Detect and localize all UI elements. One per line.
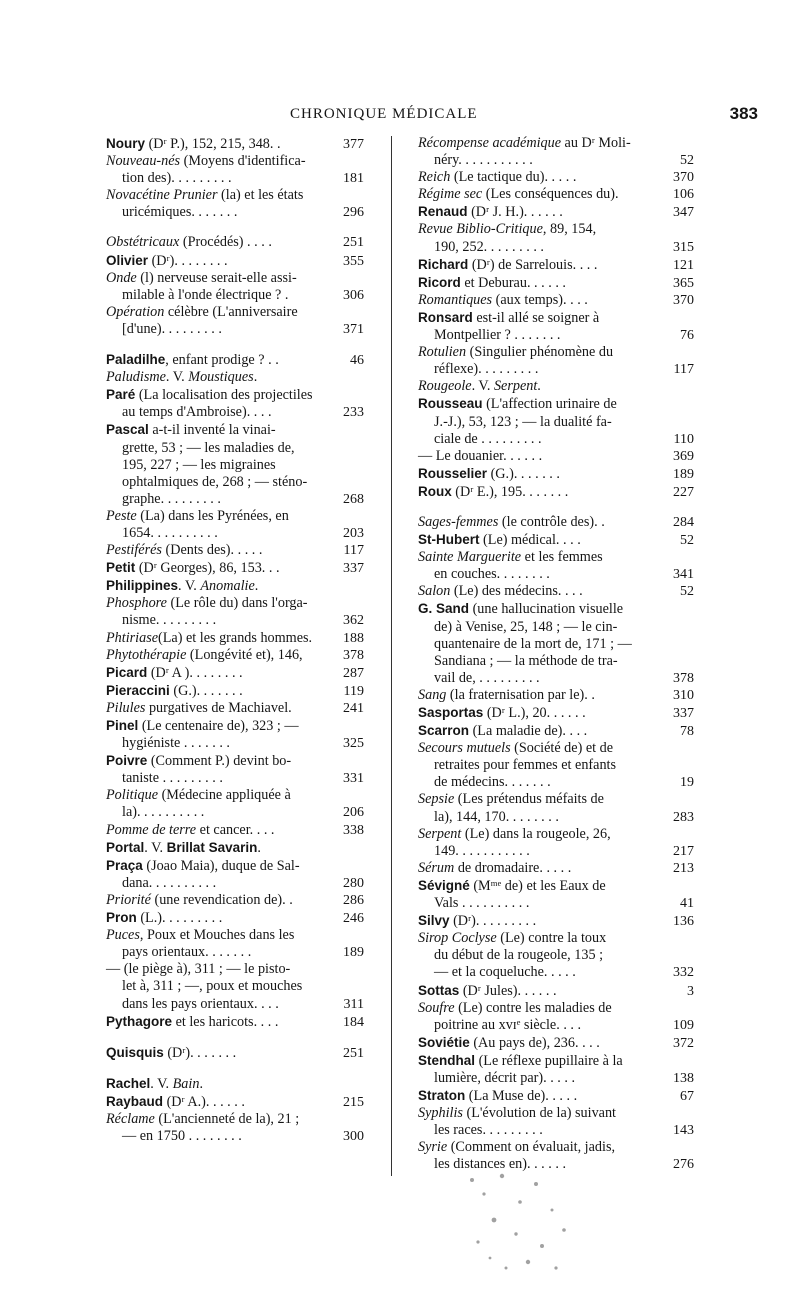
index-entry-page: 286 — [343, 892, 364, 908]
index-entry-line: Phosphore (Le rôle du) dans l'orga- — [106, 595, 308, 612]
index-entry-line: Syrie (Comment on évaluait, jadis, — [418, 1139, 616, 1156]
index-entry-line: Rousselier (G.). . . . . . . — [418, 465, 560, 482]
index-entry-page: 362 — [343, 613, 364, 629]
index-entry — [106, 1075, 364, 1093]
index-entry-page: 241 — [343, 700, 364, 716]
index-entry — [106, 857, 364, 892]
index-entry-line: let à, 311 ; —, poux et mouches — [122, 978, 303, 995]
index-entry-page: 251 — [343, 235, 364, 251]
index-entry-page: 371 — [343, 321, 364, 337]
index-entry-line: dana. . . . . . . . . . — [122, 874, 217, 891]
index-entry-line: Olivier (Dʳ). . . . . . . . — [106, 252, 228, 269]
index-entry-line: Revue Biblio-Critique, 89, 154, — [418, 221, 597, 238]
index-entry-line: Montpellier ? . . . . . . . — [434, 327, 561, 344]
index-entry-page: 52 — [680, 153, 694, 169]
index-entry-page: 217 — [673, 843, 694, 859]
index-entry-page: 188 — [343, 630, 364, 646]
index-entry-line: Nouveau-nés (Moyens d'identifica- — [106, 153, 306, 170]
index-entry — [418, 704, 694, 722]
index-entry — [106, 577, 364, 595]
index-entry-page: 315 — [673, 239, 694, 255]
index-entry — [106, 682, 364, 700]
index-entry-line: Praça (Joao Maia), duque de Sal- — [106, 857, 300, 874]
index-entry — [106, 909, 364, 927]
index-entry — [418, 1052, 694, 1087]
index-entry-page: 52 — [680, 584, 694, 600]
index-entry-page: 372 — [673, 1035, 694, 1051]
index-column-left — [106, 135, 364, 1145]
index-entry-line: Soufre (Le) contre les maladies de — [418, 999, 612, 1016]
index-entry-line: Récompense académique au Dʳ Moli- — [418, 135, 631, 151]
index-entry-line: Silvy (Dʳ). . . . . . . . . — [418, 913, 537, 930]
index-entry-line: Sandiana ; — la méthode de tra- — [434, 652, 618, 669]
index-entry-page: 310 — [673, 687, 694, 703]
library-stamp-icon — [432, 1150, 612, 1290]
index-entry — [418, 203, 694, 221]
index-entry-line: Sasportas (Dʳ L.), 20. . . . . . — [418, 705, 586, 721]
running-title: CHRONIQUE MÉDICALE — [290, 106, 478, 122]
index-entry — [106, 892, 364, 909]
index-entry-line: Politique (Médecine appliquée à — [106, 787, 291, 804]
index-entry — [418, 135, 694, 169]
index-entry-page: 227 — [673, 484, 694, 500]
index-entry-line: du début de la rougeole, 135 ; — [434, 947, 604, 964]
index-entry-line: 1654. . . . . . . . . . — [122, 524, 218, 541]
index-entry-line: Pron (L.). . . . . . . . . — [106, 910, 223, 927]
index-entry — [106, 717, 364, 752]
index-entry-line: G. Sand (une hallucination visuelle — [418, 601, 624, 618]
index-entry-line: Pilules purgatives de Machiavel. — [106, 699, 292, 716]
index-entry — [418, 483, 694, 501]
index-entry-page: 143 — [673, 1123, 694, 1139]
index-entry-page: 300 — [343, 1129, 364, 1145]
index-entry — [418, 378, 694, 395]
index-entry — [106, 234, 364, 251]
index-entry-line: Salon (Le) des médecins. . . . — [418, 583, 583, 600]
index-entry-page: 341 — [673, 567, 694, 583]
index-entry — [418, 600, 694, 686]
index-entry — [418, 982, 694, 1000]
index-entry-page: 233 — [343, 405, 364, 421]
index-entry-line: Pieraccini (G.). . . . . . . — [106, 682, 243, 699]
index-entry — [418, 274, 694, 292]
index-entry — [106, 961, 364, 1012]
index-entry-line: hygiéniste . . . . . . . — [122, 735, 230, 752]
index-entry-line: Stendhal (Le réflexe pupillaire à la — [418, 1052, 623, 1069]
index-entry-page: 246 — [343, 911, 364, 927]
index-entry-page: 355 — [343, 253, 364, 269]
index-entry — [106, 927, 364, 961]
index-entry — [106, 752, 364, 787]
index-entry-page: 276 — [673, 1157, 694, 1173]
index-entry-line: Puces, Poux et Mouches dans les — [106, 927, 295, 944]
index-entry-page: 370 — [673, 170, 694, 186]
index-entry-line: Phtiriase(La) et les grands hommes. — [106, 629, 313, 646]
index-entry-page: 46 — [350, 353, 364, 369]
index-entry-line: Vals . . . . . . . . . . — [434, 895, 530, 912]
index-entry-line: Scarron (La maladie de). . . . — [418, 723, 588, 740]
index-entry-line: [d'une). . . . . . . . . — [122, 320, 222, 337]
index-entry-line: Paludisme. V. Moustiques. — [106, 369, 258, 386]
index-entry-page: 181 — [343, 171, 364, 187]
index-entry-page: 251 — [343, 1045, 364, 1061]
index-entry-line: Portal. V. Brillat Savarin. — [106, 839, 261, 856]
index-entry — [106, 1044, 364, 1062]
index-entry — [418, 256, 694, 274]
index-entry — [106, 787, 364, 821]
index-entry-page: 3 — [687, 983, 694, 999]
index-entry — [106, 822, 364, 839]
index-entry-line: — Le douanier. . . . . . — [418, 447, 543, 464]
index-entry-line: les races. . . . . . . . . — [434, 1122, 543, 1139]
index-entry-line: 195, 227 ; — les migraines — [122, 456, 276, 473]
index-entry-page: 365 — [673, 275, 694, 291]
index-entry-page: 67 — [680, 1089, 694, 1105]
index-entry — [106, 1111, 364, 1145]
index-entry — [418, 186, 694, 203]
index-entry-page: 283 — [673, 809, 694, 825]
index-entry-page: 117 — [673, 362, 694, 378]
index-entry-line: Phytothérapie (Longévité et), 146, — [106, 646, 303, 663]
index-entry — [106, 135, 364, 153]
index-entry-page: 189 — [343, 945, 364, 961]
index-entry-line: les distances en). . . . . . — [434, 1156, 566, 1173]
index-entry-line: ophtalmiques de, 268 ; — sténo- — [122, 473, 308, 490]
index-entry-line: Picard (Dʳ A ). . . . . . . . — [106, 664, 243, 681]
index-entry-line: retraites pour femmes et enfants — [434, 757, 616, 774]
index-entry-page: 106 — [673, 187, 694, 203]
index-entry-line: milable à l'onde électrique ? . — [122, 286, 289, 303]
index-entry-line: tion des). . . . . . . . . — [122, 170, 232, 187]
index-entry — [418, 826, 694, 860]
index-entry-line: taniste . . . . . . . . . — [122, 770, 223, 787]
index-entry-line: 190, 252. . . . . . . . . — [434, 238, 544, 255]
index-entry-page: 19 — [680, 775, 694, 791]
index-entry-line: Sottas (Dʳ Jules). . . . . . — [418, 982, 557, 999]
index-entry-page: 331 — [343, 771, 364, 787]
index-entry — [106, 153, 364, 187]
index-entry-line: Pascal a-t-il inventé la vinai- — [106, 422, 276, 439]
index-entry-line: Sérum de dromadaire. . . . . — [418, 859, 572, 876]
index-entry-line: Opération célèbre (L'anniversaire — [106, 303, 298, 320]
index-entry-line: Pythagore et les haricots. . . . — [106, 1013, 279, 1030]
index-entry-page: 206 — [343, 805, 364, 821]
index-entry-line: Régime sec (Les conséquences du). — [418, 186, 619, 203]
index-entry-page: 117 — [343, 543, 364, 559]
index-entry-page: 215 — [343, 1094, 364, 1110]
index-entry-line: Petit (Dʳ Georges), 86, 153. . . — [106, 560, 280, 577]
index-entry-line: Rachel. V. Bain. — [106, 1075, 203, 1092]
index-entry-page: 377 — [343, 137, 364, 152]
index-entry-line: graphe. . . . . . . . . — [122, 490, 221, 507]
index-entry-line: Roux (Dʳ E.), 195. . . . . . . — [418, 483, 569, 500]
index-entry-page: 347 — [673, 205, 694, 221]
index-entry-line: — (le piège à), 311 ; — le pisto- — [106, 961, 291, 978]
index-entry-page: 287 — [343, 665, 364, 681]
index-entry — [418, 1087, 694, 1105]
index-entry-line: ciale de . . . . . . . . . — [434, 430, 542, 447]
index-entry-line: Paré (La localisation des projectiles — [106, 387, 313, 404]
index-entry-page: 213 — [673, 860, 694, 876]
index-entry-line: grette, 53 ; — les maladies de, — [122, 439, 295, 456]
index-entry-line: Syphilis (L'évolution de la) suivant — [418, 1105, 617, 1122]
index-entry — [106, 421, 364, 507]
index-entry-line: Reich (Le tactique du). . . . . — [418, 169, 577, 186]
index-entry-line: Soviétie (Au pays de), 236. . . . — [418, 1034, 600, 1051]
index-entry — [418, 877, 694, 912]
page-header — [0, 106, 800, 132]
index-entry-page: 306 — [343, 287, 364, 303]
index-entry-line: pays orientaux. . . . . . . — [122, 944, 252, 961]
index-entry-line: Pomme de terre et cancer. . . . — [106, 821, 275, 838]
index-entry-line: Poivre (Comment P.) devint bo- — [106, 753, 292, 770]
index-entry-page: 203 — [343, 525, 364, 541]
index-entry-page: 369 — [673, 448, 694, 464]
index-entry — [106, 304, 364, 338]
index-entry-line: Rotulien (Singulier phénomène du — [418, 344, 614, 361]
index-entry-page: 52 — [680, 533, 694, 549]
index-entry-line: Serpent (Le) dans la rougeole, 26, — [418, 825, 611, 842]
index-entry — [106, 700, 364, 717]
index-entry-line: la). . . . . . . . . . — [122, 804, 205, 821]
index-entry-page: 109 — [673, 1017, 694, 1033]
index-entry-line: Onde (l) nerveuse serait-elle assi- — [106, 269, 297, 286]
index-entry — [418, 549, 694, 583]
index-entry-line: Rousseau (L'affection urinaire de — [418, 396, 617, 413]
index-entry — [106, 664, 364, 682]
index-entry-page: 110 — [673, 431, 694, 447]
index-entry-line: Sirop Coclyse (Le) contre la toux — [418, 930, 607, 947]
index-entry-line: Obstétricaux (Procédés) . . . . — [106, 234, 272, 251]
index-entry-page: 337 — [673, 706, 694, 721]
index-entry-line: St-Hubert (Le) médical. . . . — [418, 532, 581, 549]
index-entry-page: 325 — [343, 736, 364, 752]
index-entry-page: 378 — [673, 670, 694, 686]
index-entry-page: 138 — [673, 1070, 694, 1086]
index-entry — [106, 369, 364, 386]
index-entry-line: au temps d'Ambroise). . . . — [122, 404, 272, 421]
index-entry-line: dans les pays orientaux. . . . — [122, 995, 279, 1012]
index-entry-line: Sang (la fraternisation par le). . — [418, 686, 595, 703]
index-entry-page: 284 — [673, 514, 694, 530]
index-entry-page: 119 — [343, 683, 364, 699]
index-entry-line: Pestiférés (Dents des). . . . . — [106, 542, 263, 559]
index-entry-line: Noury (Dʳ P.), 152, 215, 348. . — [106, 136, 281, 152]
index-entry-line: Ricord et Deburau. . . . . . — [418, 274, 566, 291]
index-entry — [106, 1013, 364, 1031]
index-entry-line: Romantiques (aux temps). . . . — [418, 291, 588, 308]
index-entry-line: Quisquis (Dʳ). . . . . . . — [106, 1044, 237, 1061]
index-entry — [106, 630, 364, 647]
index-entry-line: — et la coqueluche. . . . . — [434, 964, 576, 981]
index-entry-line: Sepsie (Les prétendus méfaits de — [418, 791, 604, 808]
index-entry-page: 370 — [673, 292, 694, 308]
index-entry — [418, 292, 694, 309]
index-entry-page: 189 — [673, 466, 694, 482]
index-entry-line: Paladilhe, enfant prodige ? . . — [106, 352, 279, 369]
index-entry — [106, 1093, 364, 1111]
index-entry — [418, 531, 694, 549]
index-entry — [106, 187, 364, 221]
index-entry-line: Sages-femmes (le contrôle des). . — [418, 513, 605, 530]
index-entry-line: Raybaud (Dʳ A.). . . . . . — [106, 1093, 245, 1110]
index-entry-line: Novacétine Prunier (la) et les états — [106, 187, 304, 204]
index-entry-page: 184 — [343, 1014, 364, 1030]
index-entry — [418, 687, 694, 704]
index-entry — [106, 270, 364, 304]
index-entry-page: 337 — [343, 561, 364, 577]
index-entry — [418, 465, 694, 483]
index-entry-line: 149. . . . . . . . . . . — [434, 842, 530, 859]
index-entry — [418, 583, 694, 600]
index-entry-line: néry. . . . . . . . . . . — [434, 152, 533, 169]
index-entry-line: quantenaire de la mort de, 171 ; — — [434, 635, 632, 652]
index-entry-line: Straton (La Muse de). . . . . — [418, 1088, 578, 1105]
index-entry-line: Pinel (Le centenaire de), 323 ; — — [106, 718, 299, 734]
index-entry-page: 121 — [673, 257, 694, 273]
index-entry — [418, 309, 694, 344]
index-entry — [418, 221, 694, 255]
index-entry-line: réflexe). . . . . . . . . — [434, 361, 539, 378]
index-entry-line: lumière, décrit par). . . . . — [434, 1069, 576, 1086]
index-entry-line: vail de, . . . . . . . . . — [434, 669, 540, 686]
index-entry-page: 338 — [343, 822, 364, 838]
index-entry — [106, 595, 364, 629]
index-entry-line: la), 144, 170. . . . . . . . — [434, 808, 559, 825]
index-entry — [106, 647, 364, 664]
index-entry — [418, 791, 694, 825]
index-entry-page: 78 — [680, 724, 694, 740]
index-entry-line: Priorité (une revendication de). . — [106, 891, 293, 908]
index-entry — [418, 395, 694, 447]
index-entry-page: 268 — [343, 491, 364, 507]
index-entry-page: 76 — [680, 328, 694, 344]
index-entry-line: Sainte Marguerite et les femmes — [418, 549, 603, 566]
index-entry — [418, 740, 694, 791]
index-entry-page: 136 — [673, 914, 694, 930]
index-entry-page: 311 — [343, 996, 364, 1012]
index-entry — [106, 508, 364, 542]
index-entry — [418, 912, 694, 930]
index-entry-line: de médecins. . . . . . . — [434, 774, 551, 791]
index-entry-line: Secours mutuels (Société de) et de — [418, 740, 614, 757]
index-entry-line: Rougeole. V. Serpent. — [418, 378, 541, 395]
index-entry-line: J.-J.), 53, 123 ; — la dualité fa- — [434, 413, 612, 430]
index-entry — [106, 542, 364, 559]
index-entry-line: — en 1750 . . . . . . . . — [122, 1128, 242, 1145]
index-entry — [418, 860, 694, 877]
index-entry-line: de) à Venise, 25, 148 ; — le cin- — [434, 618, 618, 635]
index-entry — [418, 1034, 694, 1052]
index-entry — [418, 448, 694, 465]
index-entry — [418, 1105, 694, 1139]
index-entry-line: Sévigné (Mᵐᵉ de) et les Eaux de — [418, 877, 606, 894]
index-entry — [418, 514, 694, 531]
index-entry-line: Peste (La) dans les Pyrénées, en — [106, 507, 289, 524]
index-entry — [106, 386, 364, 421]
index-entry-page: 332 — [673, 965, 694, 981]
index-entry-line: uricémiques. . . . . . . — [122, 204, 238, 221]
index-entry-page: 280 — [343, 875, 364, 891]
index-entry — [106, 839, 364, 857]
page-number: 383 — [729, 104, 758, 123]
index-entry-page: 296 — [343, 205, 364, 221]
index-entry-line: Richard (Dʳ) de Sarrelouis. . . . — [418, 256, 598, 273]
index-entry — [106, 351, 364, 369]
index-entry — [418, 722, 694, 740]
index-entry-page: 378 — [343, 647, 364, 663]
index-entry-line: Réclame (L'ancienneté de la), 21 ; — [106, 1110, 300, 1127]
index-entry — [418, 1000, 694, 1034]
index-column-right — [418, 135, 694, 1174]
index-entry-line: Renaud (Dʳ J. H.). . . . . . — [418, 204, 563, 221]
index-entry — [418, 169, 694, 186]
index-entry-line: Philippines. V. Anomalie. — [106, 578, 259, 595]
index-entry-line: Ronsard est-il allé se soigner à — [418, 309, 600, 326]
index-entry-line: poitrine au xvɪᵉ siècle. . . . — [434, 1016, 582, 1033]
index-entry-line: nisme. . . . . . . . . — [122, 612, 217, 629]
index-entry-line: en couches. . . . . . . . — [434, 566, 550, 583]
index-entry-page: 41 — [680, 896, 694, 912]
index-entry — [418, 930, 694, 981]
index-entry — [418, 344, 694, 378]
column-divider — [391, 136, 392, 1176]
index-entry — [106, 559, 364, 577]
index-entry — [106, 252, 364, 270]
